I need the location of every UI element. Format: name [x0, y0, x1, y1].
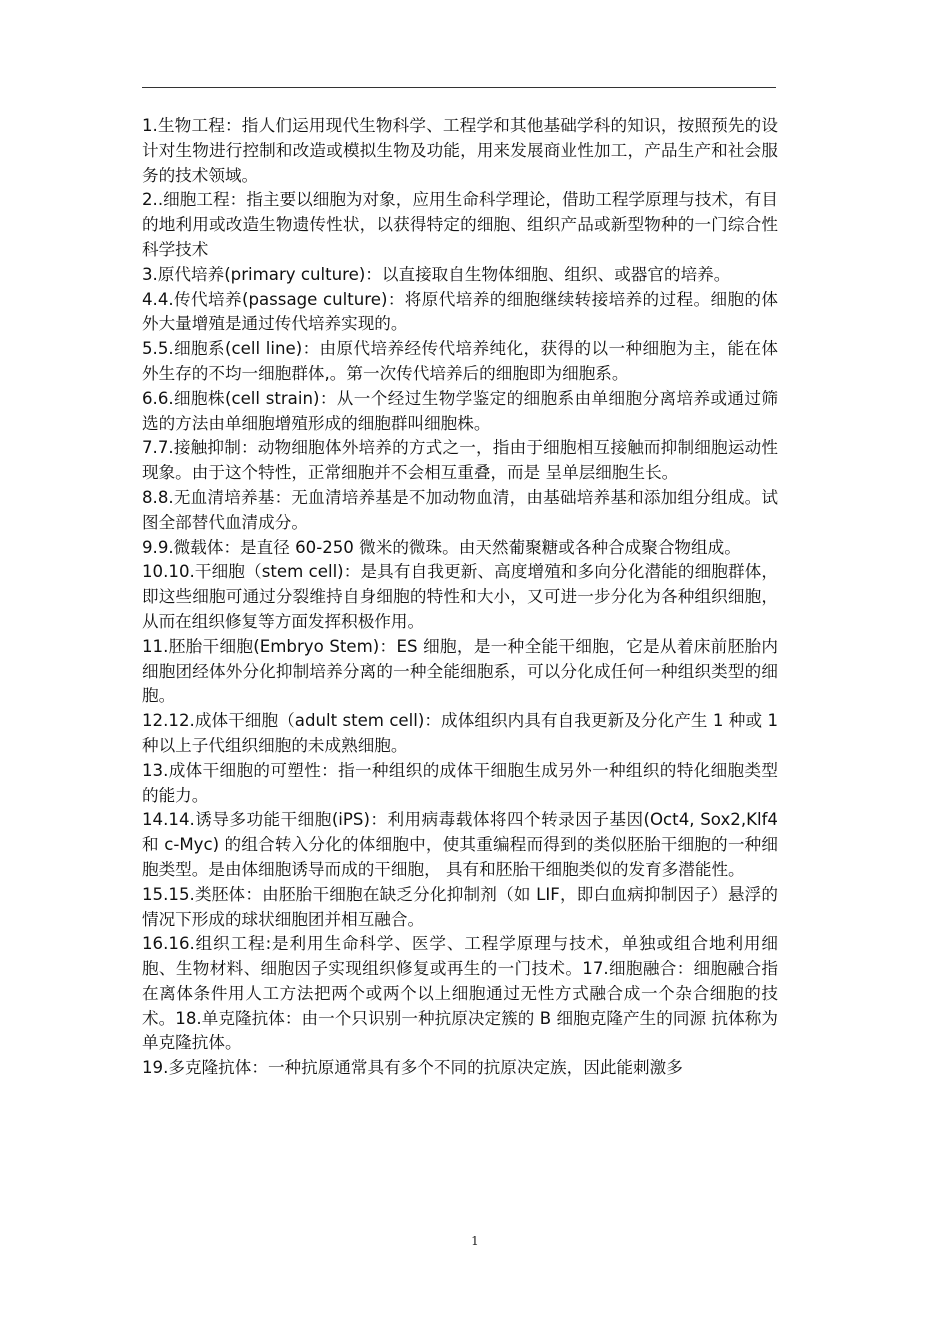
definition-paragraph: 4.4.传代培养(passage culture)：将原代培养的细胞继续转接培养的过程。细胞的体外大量增殖是通过传代培养实现的。: [142, 289, 778, 334]
definition-paragraph: 16.16.组织工程:是利用生命科学、医学、工程学原理与技术，单独或组合地利用细胞、生物材料、细胞因子实现组织修复或再生的一门技术。17.细胞融合：细胞融合指在离体条件用人工方法把两个或两个以上细胞通过无性方式融合成一个杂合细胞的技术。18.单克隆抗体：由一个只识别一种抗原决定簇的 B 细胞克隆产生的同源 抗体称为单克隆抗体。: [142, 934, 778, 1053]
definition-paragraph: 7.7.接触抑制：动物细胞体外培养的方式之一，指由于细胞相互接触而抑制细胞运动性现象。由于这个特性，正常细胞并不会相互重叠，而是 呈单层细胞生长。: [142, 438, 778, 483]
definition-paragraph: 13.成体干细胞的可塑性：指一种组织的成体干细胞生成另外一种组织的特化细胞类型的能力。: [142, 760, 778, 805]
definition-paragraph: 6.6.细胞株(cell strain)：从一个经过生物学鉴定的细胞系由单细胞分离培养或通过筛选的方法由单细胞增殖形成的细胞群叫细胞株。: [142, 388, 778, 433]
definition-paragraph: 12.12.成体干细胞（adult stem cell)：成体组织内具有自我更新及分化产生 1 种或 1 种以上子代组织细胞的未成熟细胞。: [142, 711, 778, 755]
document-body: [142, 114, 778, 1081]
definition-paragraph: 5.5.细胞系(cell line)：由原代培养经传代培养纯化，获得的以一种细胞为主，能在体外生存的不均一细胞群体,。第一次传代培养后的细胞即为细胞系。: [142, 339, 778, 383]
definition-paragraph: 1.生物工程：指人们运用现代生物科学、工程学和其他基础学科的知识，按照预先的设计对生物进行控制和改造或模拟生物及功能，用来发展商业性加工，产品生产和社会服务的技术领域。: [142, 116, 778, 185]
definition-paragraph: 19.多克隆抗体：一种抗原通常具有多个不同的抗原决定族，因此能刺激多: [142, 1058, 683, 1078]
header-rule: [142, 87, 776, 88]
definition-paragraph: 14.14.诱导多功能干细胞(iPS)：利用病毒载体将四个转录因子基因(Oct4, Sox2,Klf4 和 c-Myc) 的组合转入分化的体细胞中，使其重编程而得到的类似胚胎干细胞的一种细胞类型。是由体细胞诱导而成的干细胞， 具有和胚胎干细胞类似的发育多潜能性。: [142, 810, 778, 879]
definition-paragraph: 8.8.无血清培养基：无血清培养基是不加动物血清，由基础培养基和添加组分组成。试图全部替代血清成分。: [142, 487, 778, 532]
definition-paragraph: 2..细胞工程：指主要以细胞为对象，应用生命科学理论，借助工程学原理与技术，有目的地利用或改造生物遗传性状，以获得特定的细胞、组织产品或新型物种的一门综合性科学技术: [142, 190, 778, 259]
definition-paragraph: 9.9.微载体：是直径 60-250 微米的微珠。由天然葡聚糖或各种合成聚合物组成。: [142, 537, 741, 557]
page-number: 1: [471, 1234, 479, 1248]
definition-paragraph: 11.胚胎干细胞(Embryo Stem)：ES 细胞，是一种全能干细胞，它是从着床前胚胎内细胞团经体外分化抑制培养分离的一种全能细胞系，可以分化成任何一种组织类型的细胞。: [142, 636, 778, 706]
definition-paragraph: 15.15.类胚体：由胚胎干细胞在缺乏分化抑制剂（如 LIF，即白血病抑制因子）悬浮的情况下形成的球状细胞团并相互融合。: [142, 884, 778, 929]
definition-paragraph: 3.原代培养(primary culture)：以直接取自生物体细胞、组织、或器官的培养。: [142, 264, 731, 284]
definition-paragraph: 10.10.干细胞（stem cell)：是具有自我更新、高度增殖和多向分化潜能的细胞群体，即这些细胞可通过分裂维持自身细胞的特性和大小，又可进一步分化为各种组织细胞，从而在组织修复等方面发挥积极作用。: [142, 562, 778, 631]
